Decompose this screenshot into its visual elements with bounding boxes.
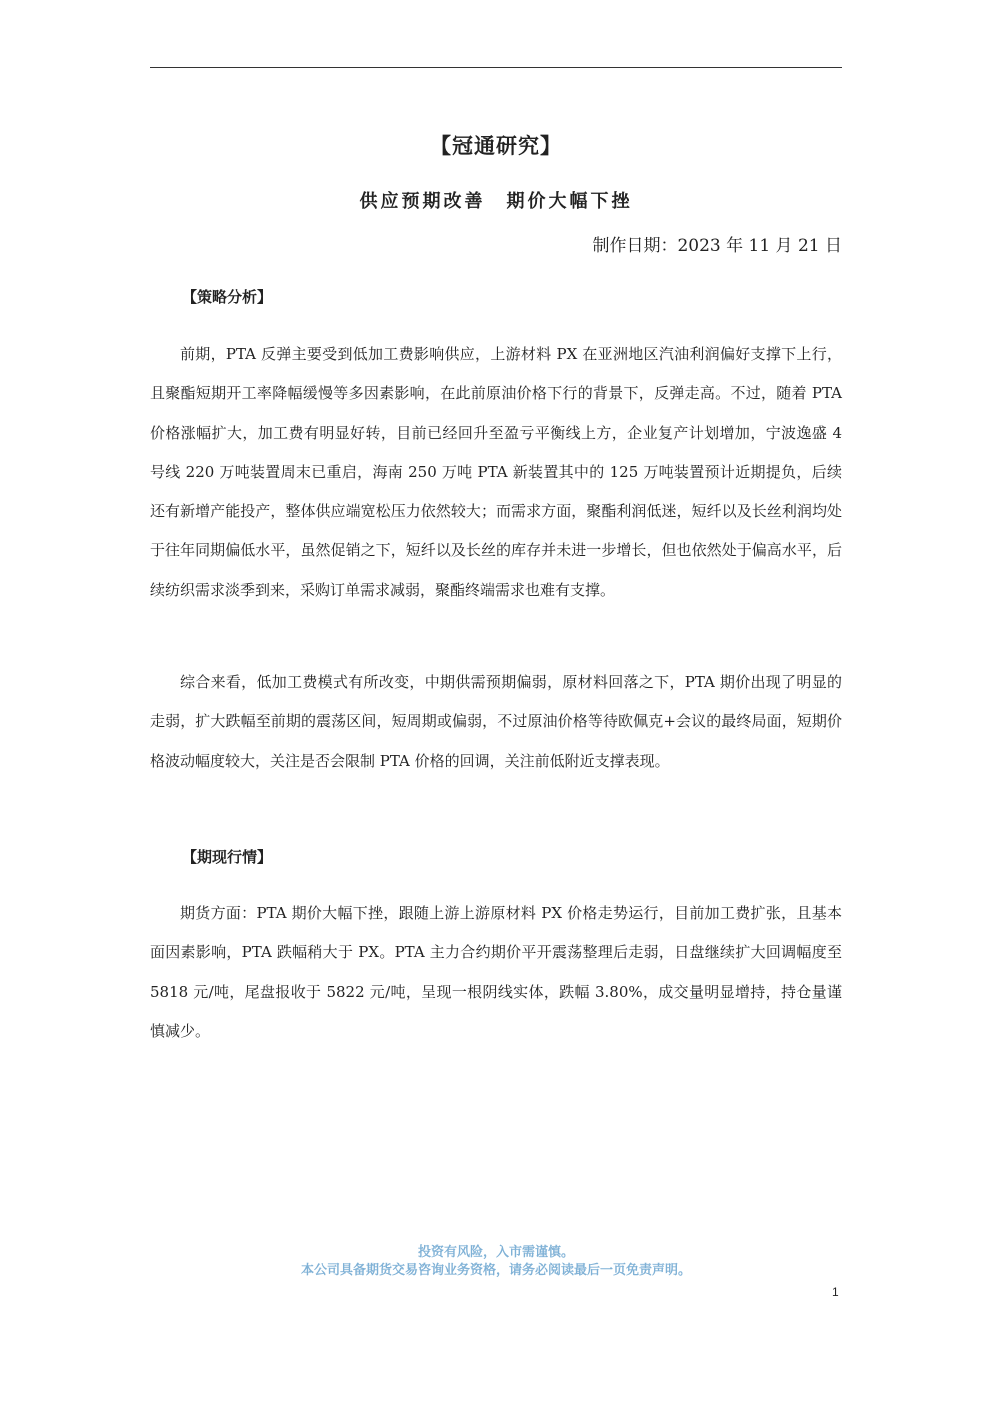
strategy-paragraph-1: 前期，PTA 反弹主要受到低加工费影响供应，上游材料 PX 在亚洲地区汽油利润偏好支撑下上行，且聚酯短期开工率降幅缓慢等多因素影响，在此前原油价格下行的背景下，反弹走高。不过，随着 PTA 价格涨幅扩大，加工费有明显好转，目前已经回升至盈亏平衡线上方，企业复产计划增加，宁波逸盛 4 号线 220 万吨装置周末已重启，海南 250 万吨 PTA 新装置其中的 125 万吨装置预计近期提负，后续还有新增产能投产，整体供应端宽松压力依然较大；而需求方面，聚酯利润低迷，短纤以及长丝利润均处于往年同期偏低水平，虽然促销之下，短纤以及长丝的库存并未进一步增长，但也依然处于偏高水平，后续纺织需求淡季到来，采购订单需求减弱，聚酯终端需求也难有支撑。 xyxy=(150,345,842,599)
section-heading-market: 【期现行情】 xyxy=(182,848,273,866)
report-title: 供应预期改善 期价大幅下挫 xyxy=(359,191,633,212)
strategy-paragraph-2: 综合来看，低加工费模式有所改变，中期供需预期偏弱，原材料回落之下，PTA 期价出现了明显的走弱，扩大跌幅至前期的震荡区间，短周期或偏弱，不过原油价格等待欧佩克+会议的最终局面，短期价格波动幅度较大，关注是否会限制 PTA 价格的回调，关注前低附近支撑表现。 xyxy=(150,673,842,770)
footer-disclaimer xyxy=(150,1244,842,1280)
header-rule xyxy=(150,67,842,68)
section-heading-strategy: 【策略分析】 xyxy=(182,288,273,306)
report-date: 制作日期：2023 年 11 月 21 日 xyxy=(592,236,842,256)
page-number: 1 xyxy=(832,1285,839,1299)
market-paragraph-1: 期货方面：PTA 期价大幅下挫，跟随上游上游原材料 PX 价格走势运行，目前加工费扩张，且基本面因素影响，PTA 跌幅稍大于 PX。PTA 主力合约期价平开震荡整理后走弱，日盘继续扩大回调幅度至 5818 元/吨，尾盘报收于 5822 元/吨，呈现一根阴线实体，跌幅 3.80%，成交量明显增持，持仓量谨慎减少。 xyxy=(150,904,842,1040)
risk-warning: 投资有风险，入市需谨慎。 xyxy=(417,1245,574,1260)
org-title: 【冠通研究】 xyxy=(430,133,562,158)
qualification-notice: 本公司具备期货交易咨询业务资格，请务必阅读最后一页免责声明。 xyxy=(300,1263,691,1278)
